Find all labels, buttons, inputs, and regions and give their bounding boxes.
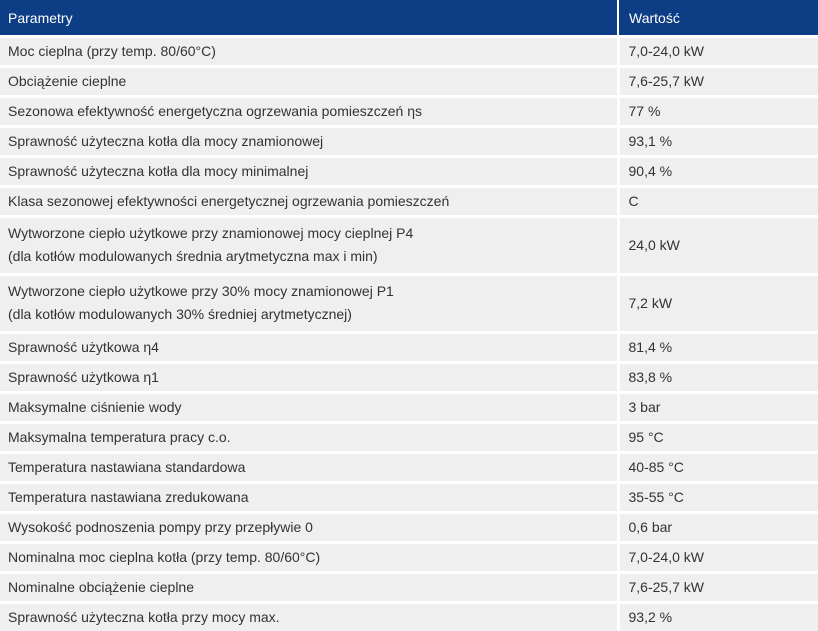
param-text: Nominalne obciążenie cieplne [8,579,195,595]
param-text: Nominalna moc cieplna kotła (przy temp. 80/60°C) [8,549,321,565]
param-cell [0,67,618,97]
value-cell: 81,4 % [618,333,818,363]
value-cell: 0,6 bar [618,513,818,543]
value-cell: 83,8 % [618,363,818,393]
table-row [0,157,818,187]
header-parameters: Parametry [0,0,618,37]
value-cell: 7,2 kW [618,275,818,333]
table-row [0,187,818,217]
table-header [0,0,818,37]
param-cell [0,423,618,453]
param-cell [0,187,618,217]
param-text: Sprawność użyteczna kotła dla mocy znamionowej [8,133,324,149]
table-row [0,513,818,543]
param-cell [0,393,618,423]
param-text: Moc cieplna (przy temp. 80/60°C) [8,43,216,59]
value-cell: 24,0 kW [618,217,818,275]
param-cell [0,37,618,67]
value-cell: C [618,187,818,217]
table-row [0,127,818,157]
param-cell [0,543,618,573]
param-text: Sprawność użytkowa η4 [8,339,159,355]
param-text: Maksymalna temperatura pracy c.o. [8,429,231,445]
param-cell [0,217,618,275]
param-cell [0,157,618,187]
param-text: Temperatura nastawiana standardowa [8,459,246,475]
param-text: Klasa sezonowej efektywności energetycznej ogrzewania pomieszczeń [8,193,450,209]
value-cell: 7,6-25,7 kW [618,67,818,97]
param-text: Wytworzone ciepło użytkowe przy znamionowej mocy cieplnej P4 [8,225,414,241]
table-row [0,603,818,631]
param-cell [0,127,618,157]
value-cell: 3 bar [618,393,818,423]
param-cell [0,603,618,631]
param-text: Sprawność użytkowa η1 [8,369,159,385]
param-text: Wytworzone ciepło użytkowe przy 30% mocy znamionowej P1 [8,283,394,299]
header-row [0,0,818,37]
table-row [0,483,818,513]
value-cell: 93,2 % [618,603,818,631]
table-row [0,363,818,393]
table-row [0,67,818,97]
table-row [0,275,818,333]
param-cell [0,513,618,543]
param-text: Wysokość podnoszenia pompy przy przepływie 0 [8,519,313,535]
value-cell: 7,0-24,0 kW [618,543,818,573]
value-cell: 95 °C [618,423,818,453]
param-text: Sprawność użyteczna kotła przy mocy max. [8,609,280,625]
table-row [0,37,818,67]
value-cell: 93,1 % [618,127,818,157]
param-cell [0,275,618,333]
param-cell [0,453,618,483]
param-text: Obciążenie cieplne [8,73,127,89]
param-cell [0,483,618,513]
table-row [0,453,818,483]
table-row [0,573,818,603]
param-cell [0,333,618,363]
param-text: (dla kotłów modulowanych 30% średniej arytmetycznej) [8,306,352,322]
param-cell [0,97,618,127]
value-cell: 90,4 % [618,157,818,187]
table-body [0,37,818,631]
param-text: (dla kotłów modulowanych średnia arytmetyczna max i min) [8,248,378,264]
value-cell: 35-55 °C [618,483,818,513]
param-text: Temperatura nastawiana zredukowana [8,489,249,505]
table-row [0,543,818,573]
table-row [0,393,818,423]
table-row [0,333,818,363]
value-cell: 7,6-25,7 kW [618,573,818,603]
param-text: Sezonowa efektywność energetyczna ogrzewania pomieszczeń ηs [8,103,423,119]
param-cell [0,573,618,603]
param-text: Maksymalne ciśnienie wody [8,399,182,415]
value-cell: 7,0-24,0 kW [618,37,818,67]
table-row [0,217,818,275]
value-cell: 77 % [618,97,818,127]
value-cell: 40-85 °C [618,453,818,483]
header-value: Wartość [618,0,818,37]
param-cell [0,363,618,393]
table-row [0,423,818,453]
table-row [0,97,818,127]
param-text: Sprawność użyteczna kotła dla mocy minimalnej [8,163,309,179]
